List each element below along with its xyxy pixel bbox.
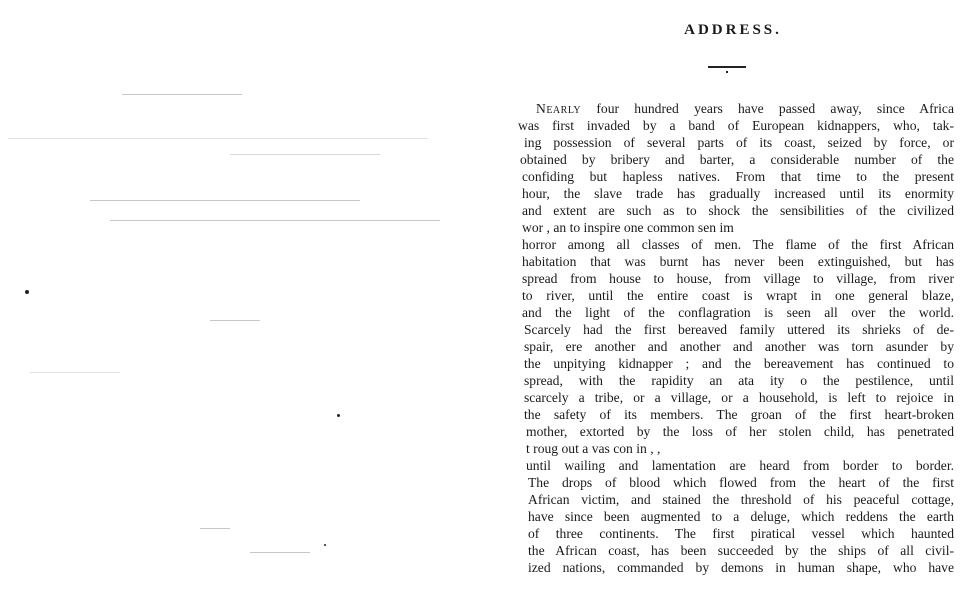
bleed-mark [8,138,428,139]
text-line: African victim, and stained the threshold of his peaceful cottage, [528,492,954,507]
text-line: scarcely a tribe, or a village, or a household, is left to rejoice in [524,390,954,405]
right-page [500,0,980,597]
text-line: spread, with the rapidity an ata ity o the pestilence, until [524,373,954,388]
text-line: ized nations, commanded by demons in human shape, who have [528,560,954,575]
text-line: until wailing and lamentation are heard from border to border. [526,458,954,473]
text-line: ing possession of several parts of its coast, seized by force, or [524,135,954,150]
bleed-mark [110,220,440,221]
text-line: have since been augmented to a deluge, which reddens the earth [528,509,954,524]
text-line: to river, until the entire coast is wrapt in one general blaze, [522,288,954,303]
text-line: spair, ere another and another and another was torn asunder by [524,339,954,354]
ink-spot [25,290,29,294]
text-line: wor , an to inspire one common sen im [522,220,734,235]
bleed-mark [230,154,380,155]
left-page-bleedthrough [0,0,480,597]
text-line: of three continents. The first piratical vessel which haunted [528,526,954,541]
text-line: mother, extorted by the loss of her stolen child, has penetrated [526,424,954,439]
lead-word: Nearly [536,101,582,116]
text-line: confiding but hapless natives. From that time to the present [522,169,954,184]
text-line: hour, the slave trade has gradually increased until its enormity [522,186,954,201]
text-line: t roug out a vas con in , , [526,441,661,456]
text-line: the safety of its members. The groan of the first heart-broken [524,407,954,422]
text-line-first: Nearly four hundred years have passed away, since Africa [536,101,954,116]
title-rule [708,66,746,68]
text-line: the African coast, has been succeeded by the ships of all civil- [528,543,954,558]
text-line: and the light of the conflagration is seen all over the world. [522,305,954,320]
page-title: ADDRESS. [684,22,782,38]
text-line: was first invaded by a band of European kidnappers, who, tak- [518,118,954,133]
text-line: spread from house to house, from village to village, from river [522,271,954,286]
bleed-mark [122,94,242,95]
bleed-mark [200,528,230,529]
bleed-mark [250,552,310,553]
rule-ornament [726,71,728,73]
text-line: the unpitying kidnapper ; and the bereavement has continued to [524,356,954,371]
text-line: horror among all classes of men. The flame of the first African [522,237,954,252]
ink-spot [337,414,340,417]
ink-spot [324,544,326,546]
bleed-mark [30,372,120,373]
text-line: habitation that was burnt has never been extinguished, but has [522,254,954,269]
text-line: Scarcely had the first bereaved family uttered its shrieks of de- [524,322,954,337]
text-line: obtained by bribery and barter, a considerable number of the [520,152,954,167]
bleed-mark [90,200,360,201]
text-line: and extent are such as to shock the sensibilities of the civilized [522,203,954,218]
text-line: The drops of blood which flowed from the heart of the first [528,475,954,490]
bleed-mark [210,320,260,321]
